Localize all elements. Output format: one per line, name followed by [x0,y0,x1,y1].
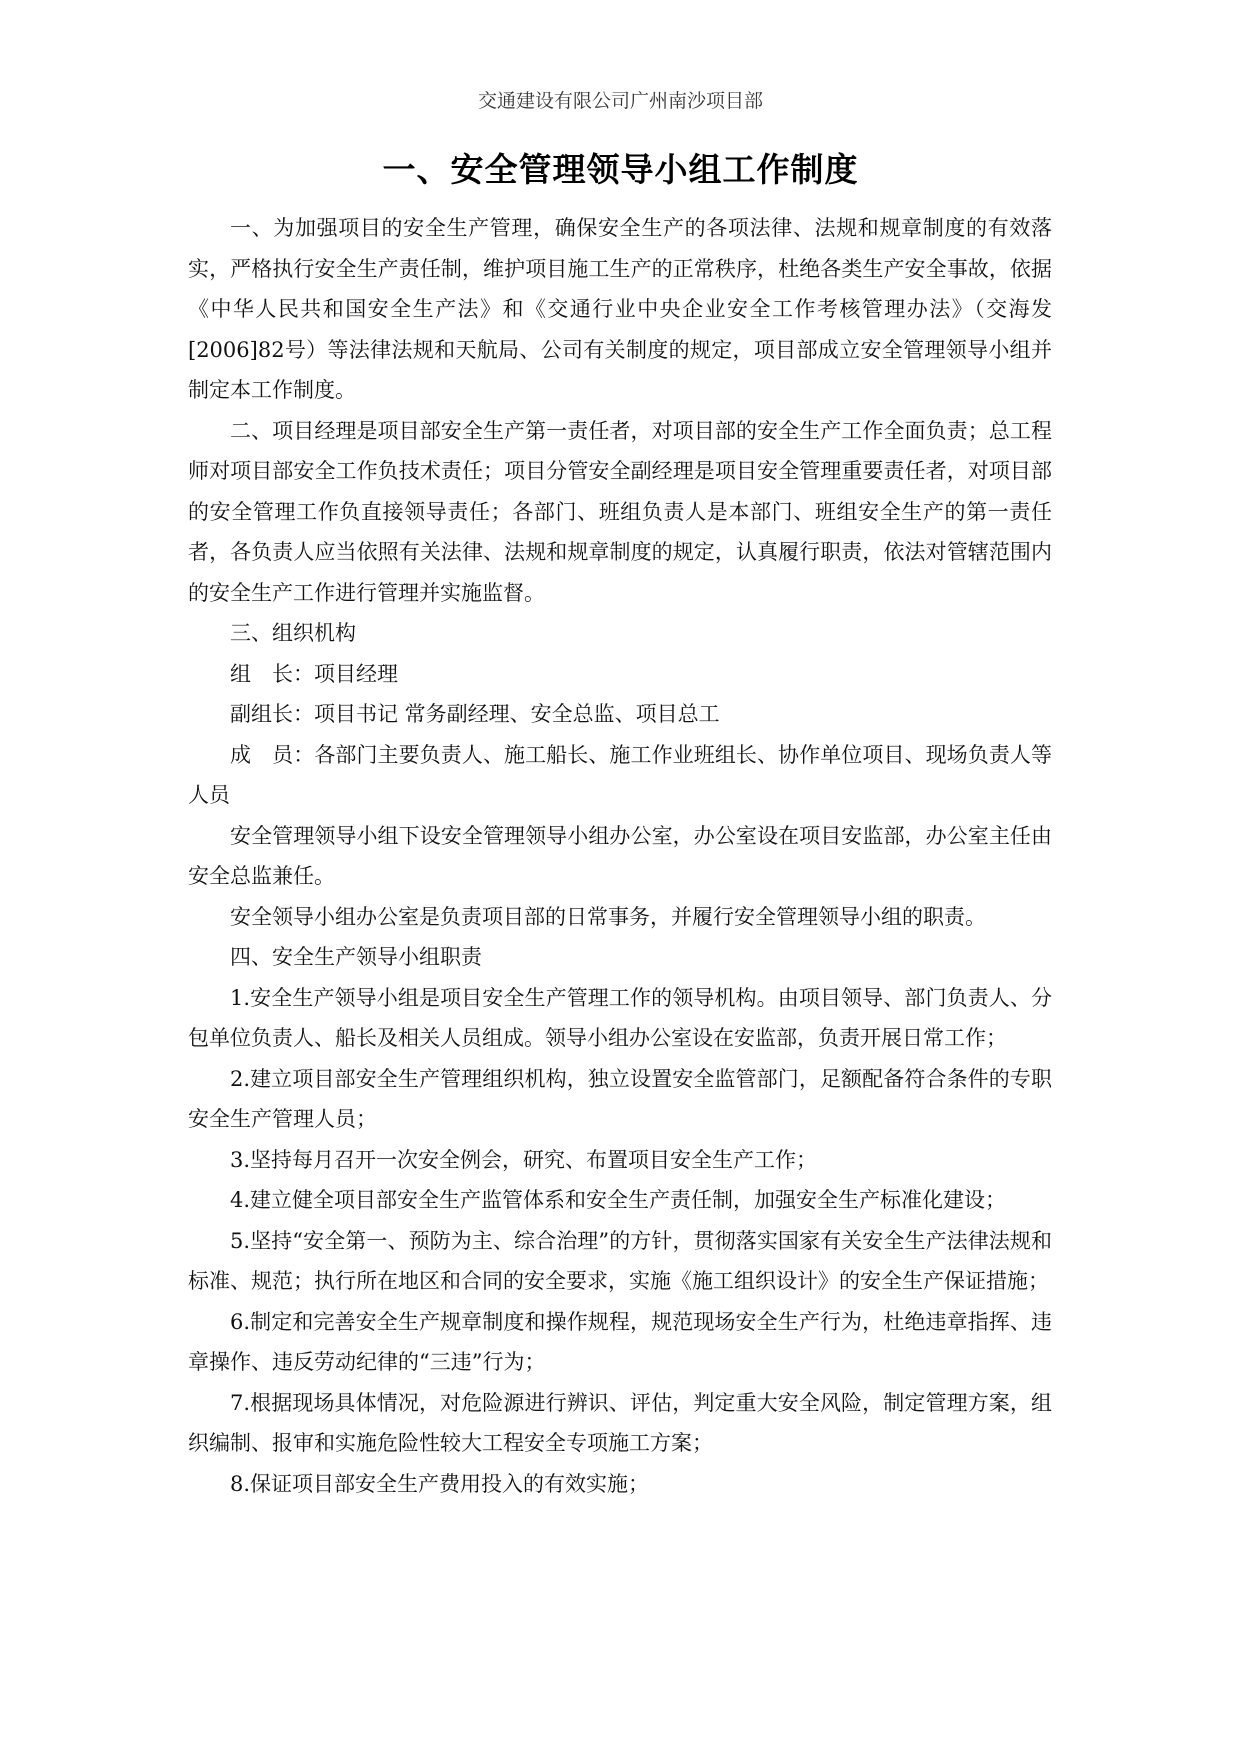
section-heading-duties: 四、安全生产领导小组职责 [230,945,482,969]
duty-item-5: 5.坚持“安全第一、预防为主、综合治理”的方针，贯彻落实国家有关安全生产法律法规和标准、规范；执行所在地区和合同的安全要求，实施《施工组织设计》的安全生产保证措施； [188,1228,1052,1293]
deputy-leader-line: 副组长：项目书记 常务副经理、安全总监、项目总工 [230,702,720,726]
members-line: 成 员：各部门主要负责人、施工船长、施工作业班组长、协作单位项目、现场负责人等人员 [188,742,1052,807]
page-header: 交通建设有限公司广州南沙项目部 [477,90,763,112]
document-body [188,208,1052,1504]
duty-item-7: 7.根据现场具体情况，对危险源进行辨识、评估，判定重大安全风险，制定管理方案，组织编制、报审和实施危险性较大工程安全专项施工方案； [188,1390,1052,1455]
paragraph-responsibility: 二、项目经理是项目部安全生产第一责任者，对项目部的安全生产工作全面负责；总工程师对项目部安全工作负技术责任；项目分管安全副经理是项目安全管理重要责任者，对项目部的安全管理工作负直接领导责任；各部门、班组负责人是本部门、班组安全生产的第一责任者，各负责人应当依照有关法律、法规和规章制度的规定，认真履行职责，依法对管辖范围内的安全生产工作进行管理并实施监督。 [188,418,1052,605]
duty-item-4: 4.建立健全项目部安全生产监管体系和安全生产责任制，加强安全生产标准化建设； [230,1188,1007,1212]
document-title: 一、安全管理领导小组工作制度 [382,150,859,189]
duty-item-1: 1.安全生产领导小组是项目安全生产管理工作的领导机构。由项目领导、部门负责人、分包单位负责人、船长及相关人员组成。领导小组办公室设在安监部，负责开展日常工作； [188,985,1052,1050]
leader-line: 组 长：项目经理 [230,661,398,686]
duty-item-6: 6.制定和完善安全生产规章制度和操作规程，规范现场安全生产行为，杜绝违章指挥、违章操作、违反劳动纪律的“三违”行为； [188,1309,1052,1374]
paragraph-office: 安全管理领导小组下设安全管理领导小组办公室，办公室设在项目安监部，办公室主任由安全总监兼任。 [188,823,1052,888]
duty-item-8: 8.保证项目部安全生产费用投入的有效实施； [230,1471,650,1496]
paragraph-purpose: 一、为加强项目的安全生产管理，确保安全生产的各项法律、法规和规章制度的有效落实，严格执行安全生产责任制，维护项目施工生产的正常秩序，杜绝各类生产安全事故，依据《中华人民共和国安全生产法》和《交通行业中央企业安全工作考核管理办法》（交海发[2006]82号）等法律法规和天航局、公司有关制度的规定，项目部成立安全管理领导小组并制定本工作制度。 [188,216,1052,402]
section-heading-organization: 三、组织机构 [230,621,356,645]
duty-item-2: 2.建立项目部安全生产管理组织机构，独立设置安全监管部门，足额配备符合条件的专职安全生产管理人员； [188,1066,1052,1131]
paragraph-office-duty: 安全领导小组办公室是负责项目部的日常事务，并履行安全管理领导小组的职责。 [230,904,986,929]
duty-item-3: 3.坚持每月召开一次安全例会，研究、布置项目安全生产工作； [230,1147,818,1172]
